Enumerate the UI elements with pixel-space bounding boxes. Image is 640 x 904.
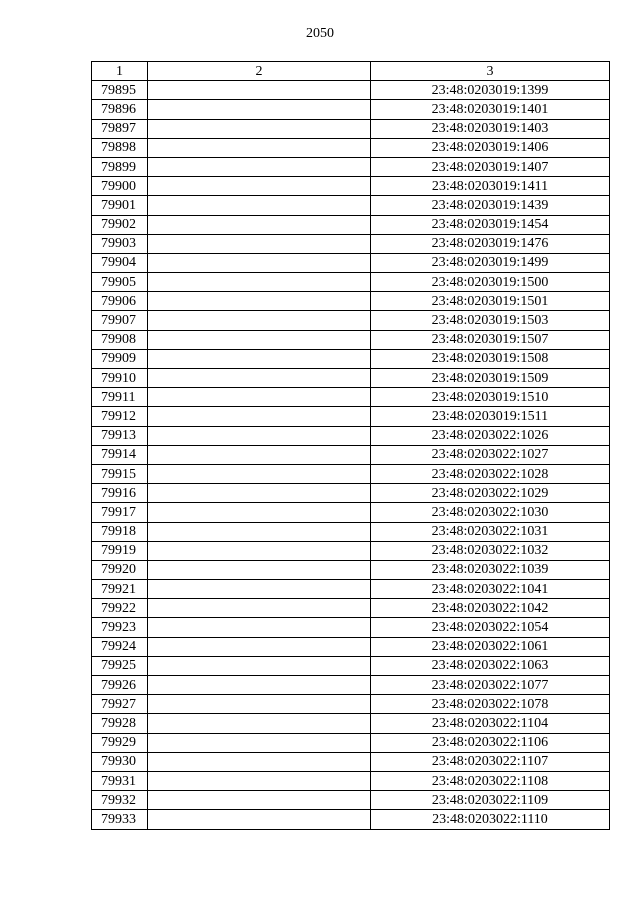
cadastral-number-cell: 23:48:0203019:1501 [371,292,610,311]
row-number-cell: 79897 [92,119,148,138]
table-row [92,618,610,637]
table-row [92,369,610,388]
row-number-cell: 79899 [92,157,148,176]
cadastral-number-cell: 23:48:0203019:1406 [371,138,610,157]
row-number-cell: 79909 [92,349,148,368]
row-number-cell: 79916 [92,484,148,503]
description-cell [148,656,371,675]
cadastral-number-cell: 23:48:0203019:1507 [371,330,610,349]
cadastral-number-cell: 23:48:0203022:1030 [371,503,610,522]
cadastral-number-cell: 23:48:0203019:1510 [371,388,610,407]
row-number-cell: 79928 [92,714,148,733]
table-row [92,157,610,176]
description-cell [148,407,371,426]
row-number-cell: 79927 [92,695,148,714]
description-cell [148,445,371,464]
table-row [92,426,610,445]
cadastral-number-cell: 23:48:0203022:1078 [371,695,610,714]
row-number-cell: 79924 [92,637,148,656]
table-row [92,119,610,138]
row-number-cell: 79917 [92,503,148,522]
column-header-2: 2 [148,62,371,81]
cadastral-number-cell: 23:48:0203019:1401 [371,100,610,119]
row-number-cell: 79926 [92,676,148,695]
table-row [92,560,610,579]
header-row [92,62,610,81]
row-number-cell: 79923 [92,618,148,637]
row-number-cell: 79901 [92,196,148,215]
row-number-cell: 79914 [92,445,148,464]
cadastral-number-cell: 23:48:0203022:1106 [371,733,610,752]
column-header-1: 1 [92,62,148,81]
description-cell [148,81,371,100]
description-cell [148,369,371,388]
row-number-cell: 79929 [92,733,148,752]
table-row [92,100,610,119]
description-cell [148,215,371,234]
row-number-cell: 79932 [92,791,148,810]
cadastral-number-cell: 23:48:0203019:1509 [371,369,610,388]
description-cell [148,196,371,215]
cadastral-number-cell: 23:48:0203022:1061 [371,637,610,656]
cadastral-number-cell: 23:48:0203019:1499 [371,253,610,272]
table-row [92,234,610,253]
table-row [92,676,610,695]
table-row [92,714,610,733]
description-cell [148,695,371,714]
table-row [92,196,610,215]
table-row [92,637,610,656]
description-cell [148,560,371,579]
cadastral-number-cell: 23:48:0203022:1027 [371,445,610,464]
table-row [92,215,610,234]
description-cell [148,253,371,272]
description-cell [148,771,371,790]
table-row [92,599,610,618]
cadastral-number-cell: 23:48:0203019:1407 [371,157,610,176]
cadastral-number-cell: 23:48:0203019:1503 [371,311,610,330]
cadastral-number-cell: 23:48:0203022:1109 [371,791,610,810]
description-cell [148,752,371,771]
table-row [92,656,610,675]
column-header-3: 3 [371,62,610,81]
cadastral-number-cell: 23:48:0203019:1500 [371,273,610,292]
table-row [92,407,610,426]
cadastral-number-cell: 23:48:0203022:1107 [371,752,610,771]
cadastral-number-cell: 23:48:0203019:1476 [371,234,610,253]
row-number-cell: 79918 [92,522,148,541]
row-number-cell: 79905 [92,273,148,292]
cadastral-number-cell: 23:48:0203022:1026 [371,426,610,445]
description-cell [148,503,371,522]
description-cell [148,119,371,138]
row-number-cell: 79933 [92,810,148,829]
table-row [92,273,610,292]
row-number-cell: 79921 [92,580,148,599]
table-row [92,464,610,483]
row-number-cell: 79925 [92,656,148,675]
row-number-cell: 79915 [92,464,148,483]
row-number-cell: 79930 [92,752,148,771]
table-row [92,388,610,407]
description-cell [148,791,371,810]
description-cell [148,637,371,656]
cadastral-number-cell: 23:48:0203019:1411 [371,177,610,196]
table-header [92,62,610,81]
cadastral-number-cell: 23:48:0203022:1108 [371,771,610,790]
table-row [92,810,610,829]
table-row [92,445,610,464]
row-number-cell: 79898 [92,138,148,157]
cadastral-number-cell: 23:48:0203022:1063 [371,656,610,675]
table-row [92,253,610,272]
cadastral-number-cell: 23:48:0203019:1403 [371,119,610,138]
description-cell [148,100,371,119]
row-number-cell: 79902 [92,215,148,234]
description-cell [148,522,371,541]
registry-table [91,61,610,830]
description-cell [148,273,371,292]
cadastral-number-cell: 23:48:0203022:1041 [371,580,610,599]
description-cell [148,234,371,253]
description-cell [148,618,371,637]
description-cell [148,541,371,560]
row-number-cell: 79911 [92,388,148,407]
description-cell [148,330,371,349]
description-cell [148,484,371,503]
row-number-cell: 79919 [92,541,148,560]
description-cell [148,426,371,445]
row-number-cell: 79904 [92,253,148,272]
description-cell [148,580,371,599]
page-number: 2050 [306,26,334,41]
table-row [92,311,610,330]
table-row [92,138,610,157]
table-row [92,541,610,560]
description-cell [148,177,371,196]
table-row [92,484,610,503]
table-row [92,791,610,810]
cadastral-number-cell: 23:48:0203022:1028 [371,464,610,483]
table-row [92,771,610,790]
description-cell [148,599,371,618]
cadastral-number-cell: 23:48:0203019:1439 [371,196,610,215]
row-number-cell: 79912 [92,407,148,426]
table-row [92,81,610,100]
table-row [92,522,610,541]
description-cell [148,138,371,157]
row-number-cell: 79922 [92,599,148,618]
row-number-cell: 79908 [92,330,148,349]
description-cell [148,349,371,368]
row-number-cell: 79896 [92,100,148,119]
cadastral-number-cell: 23:48:0203022:1042 [371,599,610,618]
description-cell [148,733,371,752]
table-row [92,503,610,522]
table-row [92,733,610,752]
cadastral-number-cell: 23:48:0203022:1032 [371,541,610,560]
cadastral-number-cell: 23:48:0203019:1508 [371,349,610,368]
row-number-cell: 79931 [92,771,148,790]
table-body [92,81,610,829]
description-cell [148,388,371,407]
row-number-cell: 79910 [92,369,148,388]
cadastral-number-cell: 23:48:0203022:1029 [371,484,610,503]
cadastral-number-cell: 23:48:0203019:1511 [371,407,610,426]
table-row [92,177,610,196]
cadastral-number-cell: 23:48:0203022:1039 [371,560,610,579]
row-number-cell: 79906 [92,292,148,311]
cadastral-number-cell: 23:48:0203022:1077 [371,676,610,695]
description-cell [148,676,371,695]
row-number-cell: 79920 [92,560,148,579]
description-cell [148,464,371,483]
row-number-cell: 79913 [92,426,148,445]
row-number-cell: 79907 [92,311,148,330]
description-cell [148,810,371,829]
table-row [92,580,610,599]
cadastral-number-cell: 23:48:0203019:1454 [371,215,610,234]
description-cell [148,311,371,330]
cadastral-number-cell: 23:48:0203019:1399 [371,81,610,100]
cadastral-number-cell: 23:48:0203022:1031 [371,522,610,541]
row-number-cell: 79903 [92,234,148,253]
table-row [92,292,610,311]
table-row [92,695,610,714]
cadastral-number-cell: 23:48:0203022:1054 [371,618,610,637]
description-cell [148,292,371,311]
row-number-cell: 79900 [92,177,148,196]
table-row [92,349,610,368]
table-row [92,752,610,771]
table-row [92,330,610,349]
description-cell [148,714,371,733]
row-number-cell: 79895 [92,81,148,100]
description-cell [148,157,371,176]
cadastral-number-cell: 23:48:0203022:1110 [371,810,610,829]
cadastral-number-cell: 23:48:0203022:1104 [371,714,610,733]
